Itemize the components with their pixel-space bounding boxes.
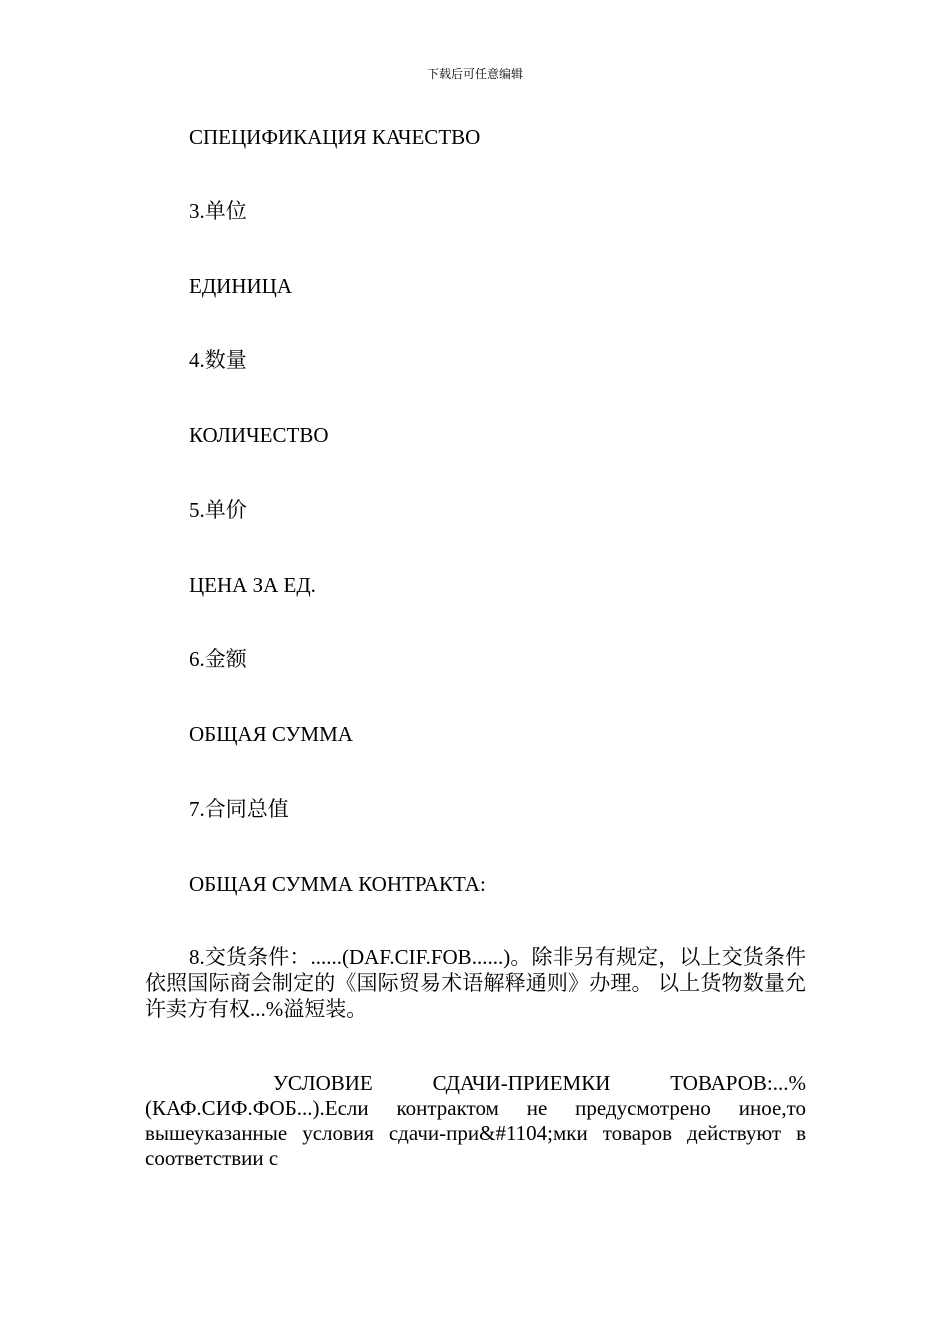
delivery-terms-cn-paragraph: 8.交货条件：......(DAF.CIF.FOB......)。除非另有规定，以上交货条件依照国际商会制定的《国际贸易术语解释通则》办理。 以上货物数量允许卖方有权...%溢短装。 — [145, 945, 806, 1021]
item-7-contract-total-cn: 7.合同总值 — [189, 797, 289, 821]
spec-quality-ru: СПЕЦИФИКАЦИЯ КАЧЕСТВО — [189, 125, 481, 149]
item-3-unit-cn: 3.单位 — [189, 199, 247, 223]
unit-price-ru: ЦЕНА ЗА ЕД. — [189, 573, 316, 597]
unit-ru: ЕДИНИЦА — [189, 274, 292, 298]
contract-total-ru: ОБЩАЯ СУММА КОНТРАКТА: — [189, 872, 486, 896]
item-4-quantity-cn: 4.数量 — [189, 348, 247, 372]
item-5-unit-price-cn: 5.单价 — [189, 498, 247, 522]
total-amount-ru: ОБЩАЯ СУММА — [189, 722, 353, 746]
item-6-amount-cn: 6.金额 — [189, 647, 247, 671]
quantity-ru: КОЛИЧЕСТВО — [189, 423, 329, 447]
header-note: 下载后可任意编辑 — [426, 67, 523, 81]
delivery-terms-ru-paragraph: УСЛОВИЕ СДАЧИ-ПРИЕМКИ ТОВАРОВ:...% (КАФ.СИФ.ФОБ...).Если контрактом не предусмотрено иное,то вышеуказанные условия сдачи-при&#1104;мки товаров действуют в соответствии с — [145, 1071, 806, 1170]
